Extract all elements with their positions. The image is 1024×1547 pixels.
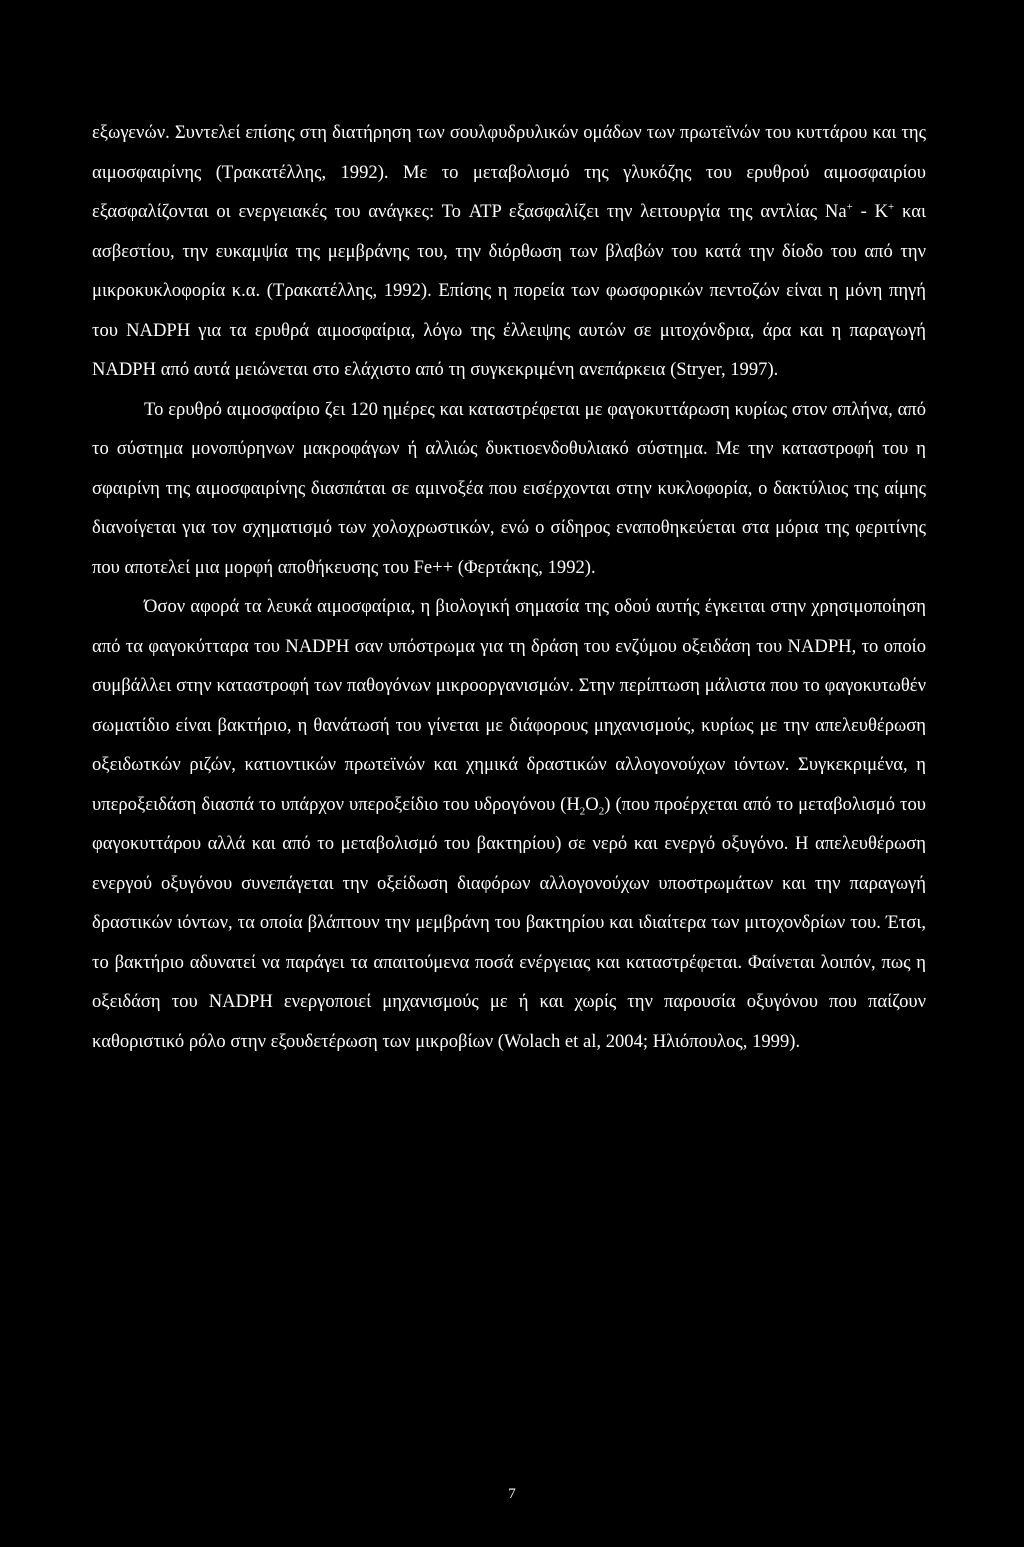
paragraph-1-text-a: εξωγενών. Συντελεί επίσης στη διατήρηση των σουλφυδρυλικών ομάδων των πρωτεϊνών του κυττάρου και της αιμοσφαιρίνης (Τρακατέλλης, 1992). Με το μεταβολισμό της γλυκόζης του ερυθρού αιμοσφαιρίου εξασφαλίζονται οι ενεργειακές του ανάγκες: Το ATP εξασφαλίζει την λειτουργία της αντλίας Na <box>92 122 926 222</box>
paragraph-1-text-c: και ασβεστίου, την ευκαμψία της μεμβράνης του, την διόρθωση των βλαβών του κατά την δίοδο του από την μικροκυκλοφορία κ.α. (Τρακατέλλης, 1992). Επίσης η πορεία των φωσφορικών πεντοζών είναι η μόνη πηγή του NADPH για τα ερυθρά αιμοσφαίρια, λόγω της έλλειψης αυτών σε μιτοχόνδρια, άρα και η παραγωγή NADPH από αυτά μειώνεται στο ελάχιστο από τη συγκεκριμένη ανεπάρκεια (Stryer, 1997). <box>92 201 927 380</box>
page-number: 7 <box>508 1486 516 1502</box>
paragraph-glucose-metabolism <box>92 113 926 390</box>
paragraph-2-text: Το ερυθρό αιμοσφαίριο ζει 120 ημέρες και καταστρέφεται με φαγοκυττάρωση κυρίως στον σπλήνα, από το σύστημα μονοπύρηνων μακροφάγων ή αλλιώς δυκτιοενδοθυλιακό σύστημα. Με την καταστροφή του η σφαιρίνη της αιμοσφαιρίνης διασπάται σε αμινοξέα που εισέρχονται στην κυκλοφορία, ο δακτύλιος της αίμης διανοίγεται για τον σχηματισμό των χολοχρωστικών, ενώ ο σίδηρος εναποθηκεύεται στα μόρια της φεριτίνης που αποτελεί μια μορφή αποθήκευσης του Fe++ (Φερτάκης, 1992). <box>92 398 926 578</box>
subscript-h2: 2 <box>579 805 586 818</box>
document-body <box>92 113 926 1061</box>
paragraph-3-text-c: ) (που προέρχεται από το μεταβολισμό του φαγοκυττάρου αλλά και από το μεταβολισμό του βακτηρίου) σε νερό και ενεργό οξυγόνο. Η απελευθέρωση ενεργού οξυγόνου συνεπάγεται την οξείδωση διαφόρων αλλογονούχων υποστρωμάτων και την παραγωγή δραστικών ιόντων, τα οποία βλάπτουν την μεμβράνη του βακτηρίου και ιδιαίτερα των μιτοχονδρίων του. Έτσι, το βακτήριο αδυνατεί να παράγει τα απαιτούμενα ποσά ενέργειας και καταστρέφεται. Φαίνεται λοιπόν, πως η οξειδάση του NADPH ενεργοποιεί μηχανισμούς με ή και χωρίς την παρουσία οξυγόνου που παίζουν καθοριστικό ρόλο στην εξουδετέρωση των μικροβίων (Wolach et al, 2004; Ηλιόπουλος, 1999). <box>92 793 926 1052</box>
paragraph-red-blood-cell <box>92 390 926 588</box>
superscript-plus-k: + <box>888 200 895 213</box>
paragraph-white-blood-cells <box>92 587 926 1061</box>
paragraph-1-text-b: - K <box>852 201 889 222</box>
paragraph-3-text-b: O <box>585 793 599 815</box>
subscript-o2: 2 <box>598 805 605 818</box>
paragraph-3-text-a: Όσον αφορά τα λευκά αιμοσφαίρια, η βιολογική σημασία της οδού αυτής έγκειται στην χρησιμοποίηση από τα φαγοκύτταρα του NADPH σαν υπόστρωμα για τη δράση του ενζύμου οξειδάση του NADPH, το οποίο συμβάλλει στην καταστροφή των παθογόνων μικροοργανισμών. Στην περίπτωση μάλιστα που το φαγοκυτωθέν σωματίδιο είναι βακτήριο, η θανάτωσή του γίνεται με διάφορους μηχανισμούς, κυρίως με την απελευθέρωση οξειδωτκών ριζών, κατιοντικών πρωτεϊνών και χημικά δραστικών αλλογονούχων ιόντων. Συγκεκριμένα, η υπεροξειδάση διασπά το υπάρχον υπεροξείδιο του υδρογόνου (H <box>92 596 926 815</box>
superscript-plus-na: + <box>846 200 853 213</box>
